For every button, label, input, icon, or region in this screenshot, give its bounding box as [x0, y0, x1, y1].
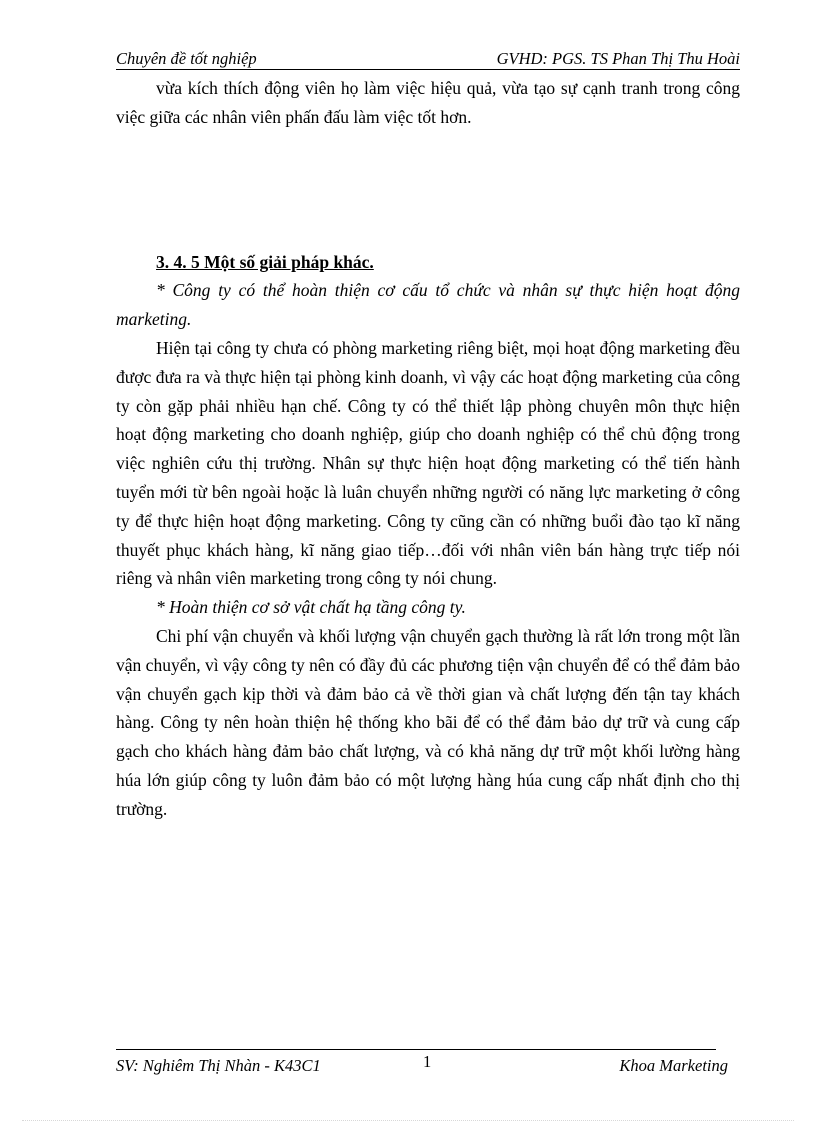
subheading-infrastructure: * Hoàn thiện cơ sở vật chất hạ tầng công ty. [156, 597, 466, 618]
page-footer [116, 1054, 728, 1078]
section-heading: 3. 4. 5 Một số giải pháp khác. [156, 251, 374, 272]
subheading-organization: * Công ty có thể hoàn thiện cơ cấu tổ chức và nhân sự thực hiện hoạt động marketing. [116, 280, 740, 330]
paragraph-transport: Chi phí vận chuyển và khối lượng vận chuyển gạch thường là rất lớn trong một lần vận chuyển, vì vậy công ty nên có đầy đủ các phương tiện vận chuyển để có thể đảm bảo vận chuyển gạch kịp thời và đảm bảo cả về thời gian và chất lượng đến tận tay khách hàng. Công ty nên hoàn thiện hệ thống kho bãi để có thể đảm bảo dự trữ và cung cấp gạch cho khách hàng đảm bảo chất lượng, và có khả năng dự trữ một khối lường hàng húa lớn giúp công ty luôn đảm bảo có một lượng hàng húa cung cấp nhất định cho thị trường. [116, 625, 740, 819]
paragraph-continued: vừa kích thích động viên họ làm việc hiệu quả, vừa tạo sự cạnh tranh trong công việc giữa các nhân viên phấn đấu làm việc tốt hơn. [116, 78, 740, 127]
spacer [116, 132, 740, 248]
page-number: 1 [423, 1052, 432, 1071]
footer-student: SV: Nghiêm Thị Nhàn - K43C1 [116, 1056, 321, 1075]
page-content [116, 74, 740, 824]
paragraph-marketing-department: Hiện tại công ty chưa có phòng marketing riêng biệt, mọi hoạt động marketing đều được đưa ra và thực hiện tại phòng kinh doanh, vì vậy các hoạt động marketing của công ty còn gặp phải nhiều hạn chế. Công ty có thể thiết lập phòng chuyên môn thực hiện hoạt động marketing cho doanh nghiệp, giúp cho doanh nghiệp có thể chủ động trong việc nghiên cứu thị trường. Nhân sự thực hiện hoạt động marketing có thể tiến hành tuyển mới từ bên ngoài hoặc là luân chuyển những người có năng lực marketing ở công ty để thực hiện hoạt động marketing. Công ty cũng cần có những buổi đào tạo kĩ năng thuyết phục khách hàng, kĩ năng giao tiếp…đối với nhân viên bán hàng trực tiếp nói riêng và nhân viên marketing trong công ty nói chung. [116, 337, 740, 589]
page-bottom-edge [22, 1120, 794, 1121]
footer-divider [116, 1049, 716, 1050]
header-supervisor: GVHD: PGS. TS Phan Thị Thu Hoài [496, 49, 740, 68]
page-header [116, 47, 740, 70]
header-document-title: Chuyên đề tốt nghiệp [116, 49, 257, 68]
footer-faculty: Khoa Marketing [619, 1056, 728, 1075]
